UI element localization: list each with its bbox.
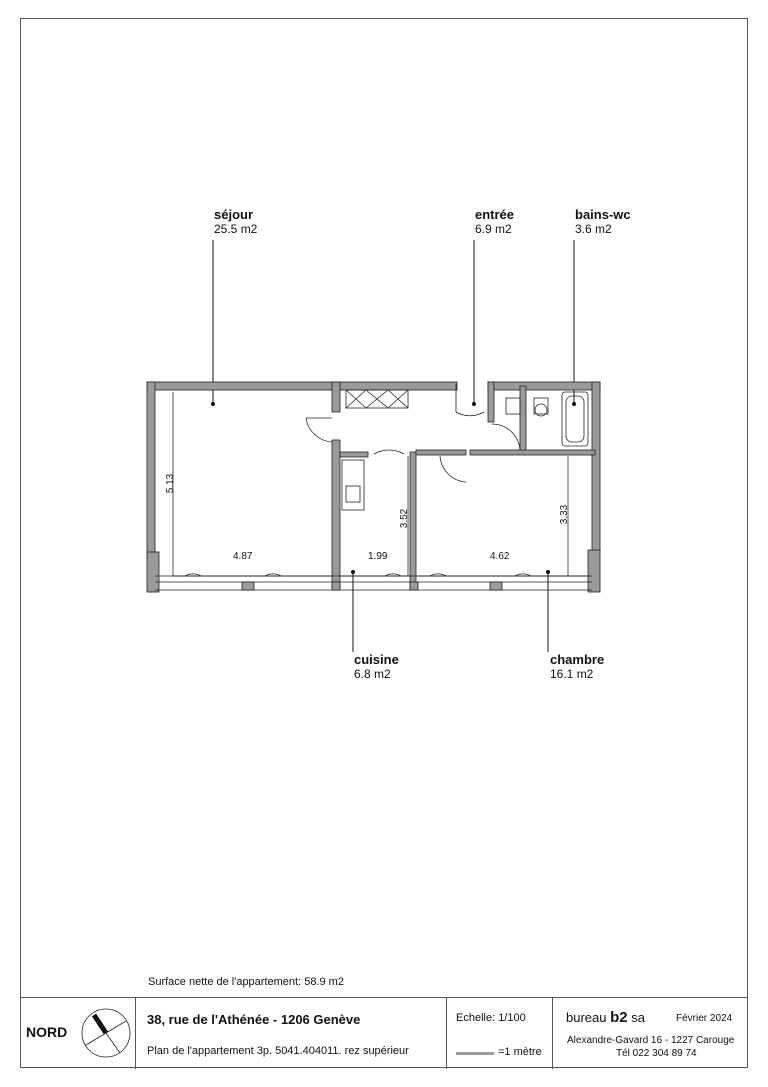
bureau-suffix: sa [631, 1010, 645, 1025]
title-block [20, 997, 748, 1069]
plan-description: Plan de l'appartement 3p. 5041.404011. rez supérieur [147, 1045, 409, 1057]
room-area: 6.9 m2 [475, 222, 512, 236]
dimension-chambre-depth: 3.33 [559, 504, 571, 525]
sheet-frame [20, 18, 748, 1068]
room-name: bains-wc [575, 207, 631, 222]
room-name: séjour [214, 207, 254, 222]
room-label-bains-wc [575, 207, 631, 237]
room-area: 25.5 m2 [214, 222, 258, 236]
bureau-name [566, 1009, 645, 1026]
dimension-chambre-width: 4.62 [490, 551, 510, 562]
bureau-prefix: bureau [566, 1010, 607, 1025]
room-area: 3.6 m2 [575, 222, 612, 236]
nord-label: NORD [26, 1024, 68, 1040]
room-name: entrée [475, 207, 515, 222]
scale-legend: =1 mètre [498, 1046, 542, 1058]
room-area: 16.1 m2 [550, 667, 594, 681]
room-name: cuisine [354, 652, 399, 667]
dimension-cuisine-depth: 3.52 [399, 508, 411, 529]
bureau-bold: b2 [610, 1009, 628, 1026]
dimension-sejour-width: 4.87 [233, 551, 253, 562]
bureau-address: Alexandre-Gavard 16 - 1227 Carouge [567, 1035, 735, 1046]
room-label-cuisine [354, 652, 399, 682]
scale-bar [456, 1052, 494, 1055]
bureau-phone: Tél 022 304 89 74 [616, 1048, 697, 1059]
net-surface: Surface nette de l'appartement: 58.9 m2 [148, 976, 344, 988]
room-label-sejour [214, 207, 257, 237]
room-area: 6.8 m2 [354, 667, 391, 681]
room-label-entree [475, 207, 514, 237]
room-name: chambre [550, 652, 605, 667]
north-arrow-icon [80, 1007, 132, 1059]
room-label-chambre [550, 652, 604, 682]
dimension-sejour-depth: 5.13 [165, 473, 177, 494]
divider [446, 998, 447, 1069]
divider [135, 998, 136, 1069]
divider [552, 998, 553, 1069]
plan-date: Février 2024 [676, 1013, 733, 1024]
address: 38, rue de l'Athénée - 1206 Genève [147, 1012, 361, 1027]
scale-label: Echelle: 1/100 [456, 1012, 526, 1024]
dimension-cuisine-width: 1.99 [368, 551, 388, 562]
